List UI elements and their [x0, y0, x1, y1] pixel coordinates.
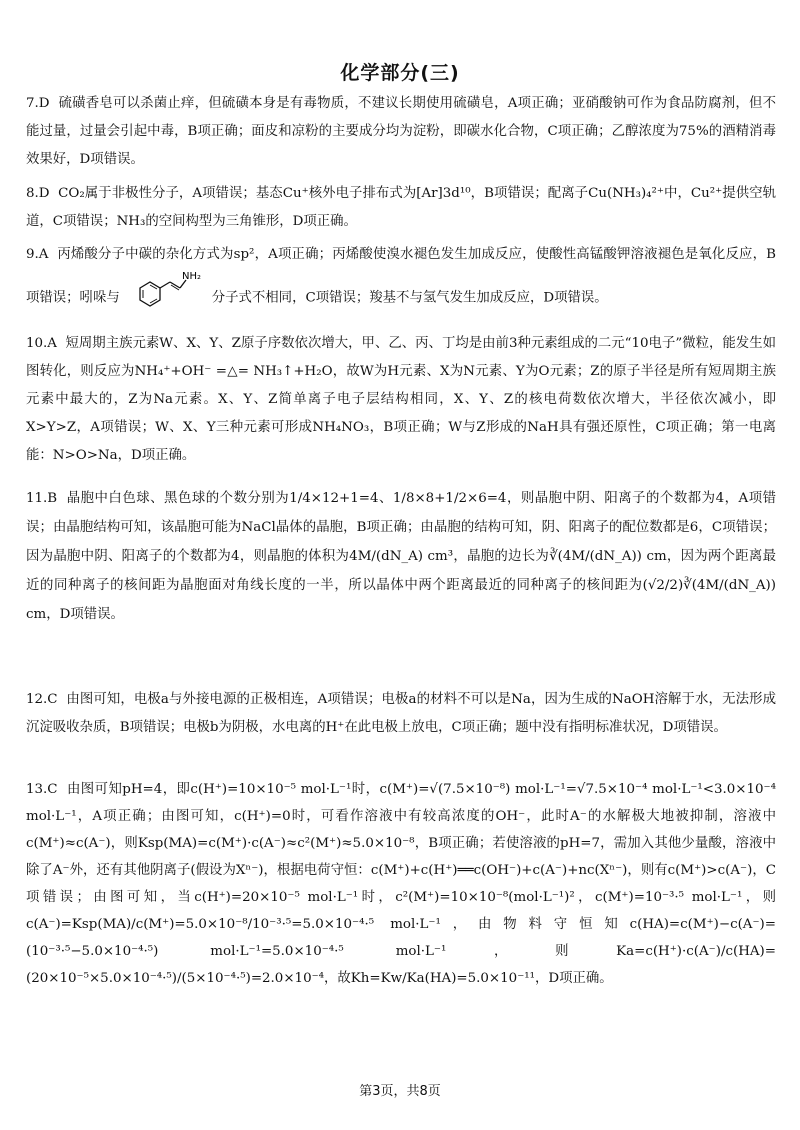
page-footer: 第3页，共8页 [359, 1084, 441, 1099]
question-number: 7. [26, 96, 39, 111]
question-12 [26, 686, 776, 742]
question-explanation: 晶胞中白色球、黑色球的个数分别为1/4×12+1=4、1/8×8+1/2×6=4，则晶胞中阴、阳离子的个数都为4，A项错误；由晶胞结构可知，该晶胞可能为NaCl晶体的晶胞，B项正确；由晶胞的结构可知，阴、阳离子的配位数都是6，C项错误；因为晶胞中阴、阳离子的个数都为4，则晶胞的体积为4M/(dN_A) cm³，晶胞的边长为∛(4M/(dN_A)) cm，因为两个距离最近的同种离子的核间距为晶胞面对角线长度的一半，所以晶体中两个距离最近的同种离子的核间距为(√2/2)∛(4M/(dN_A)) cm，D项错误。 [26, 491, 776, 622]
question-number: 11. [26, 491, 48, 506]
question-answer: C [47, 782, 58, 797]
question-explanation: 由图可知，电极a与外接电源的正极相连，A项错误；电极a的材料不可以是Na，因为生成的NaOH溶解于水，无法形成沉淀吸收杂质，B项错误；电极b为阴极，水电离的H⁺在此电极上放电，C项正确；题中没有指明标准状况，D项错误。 [26, 692, 776, 735]
question-11 [26, 484, 776, 629]
question-answer: A [47, 336, 57, 351]
question-explanation: 硫磺香皂可以杀菌止痒，但硫磺本身是有毒物质，不建议长期使用硫磺皂，A项正确；亚硝酸钠可作为食品防腐剂，但不能过量，过量会引起中毒，B项正确；面皮和凉粉的主要成分均为淀粉，即碳水化合物，C项正确；乙醇浓度为75%的酒精消毒效果好，D项错误。 [26, 96, 777, 167]
question-number: 8. [26, 186, 39, 201]
amine-group-label: NH₂ [181, 271, 201, 282]
question-answer: D [38, 186, 50, 201]
question-number: 9. [26, 247, 39, 262]
question-explanation: CO₂属于非极性分子，A项错误；基态Cu⁺核外电子排布式为[Ar]3d¹⁰，B项错误；配离子Cu(NH₃)₄²⁺中，Cu²⁺提供空轨道，C项错误；NH₃的空间构型为三角锥形，D项正确。 [26, 186, 777, 229]
question-10 [26, 330, 776, 470]
question-explanation: 短周期主族元素W、X、Y、Z原子序数依次增大，甲、乙、丙、丁均是由前3种元素组成的二元“10电子”微粒，能发生如图转化，则反应为NH₄⁺+OH⁻ =△= NH₃↑+H₂O，故W为H元素、X为N元素、Y为O元素；Z的原子半径是所有短周期主族元素中最大的，Z为Na元素。X、Y、Z简单离子电子层结构相同，X、Y、Z的核电荷数依次增大，半径依次减小，即X>Y>Z，A项错误；W、X、Y三种元素可形成NH₄NO₃，B项正确；W与Z形成的NaH具有强还原性，C项正确；第一电离能：N>O>Na，D项正确。 [26, 336, 776, 463]
question-8 [26, 180, 776, 236]
question-answer: B [47, 491, 58, 506]
question-9 [26, 240, 776, 326]
question-explanation-part1: 丙烯酸分子中碳的杂化方式为sp²，A项正确；丙烯酸使溴水褪色发生加成反应，使酸性高锰酸钾溶液褪色是氧化反应，B项错误；吲哚与 [26, 247, 776, 306]
question-explanation-part2: 分子式不相同，C项错误；羧基不与氢气发生加成反应，D项错误。 [211, 290, 608, 306]
question-answer: C [47, 692, 58, 707]
styrylamine-structure-icon [126, 270, 206, 326]
question-7 [26, 90, 776, 174]
page-title: 化学部分(三) [340, 62, 460, 84]
question-explanation: 由图可知pH=4，即c(H⁺)=10×10⁻⁵ mol·L⁻¹时，c(M⁺)=√(7.5×10⁻⁸) mol·L⁻¹=√7.5×10⁻⁴ mol·L⁻¹<3.0×10⁻⁴ mol·L⁻¹，A项正确；由图可知，c(H⁺)=0时，可看作溶液中有较高浓度的OH⁻，此时A⁻的水解极大地被抑制，溶液中c(M⁺)≈c(A⁻)，则Ksp(MA)=c(M⁺)·c(A⁻)≈c²(M⁺)≈5.0×10⁻⁸，B项正确；若使溶液的pH=7，需加入其他少量酸，溶液中除了A⁻外，还有其他阴离子(假设为Xⁿ⁻)，根据电荷守恒：c(M⁺)+c(H⁺)══c(OH⁻)+c(A⁻)+nc(Xⁿ⁻)，则有c(M⁺)>c(A⁻)，C项错误；由图可知，当c(H⁺)=20×10⁻⁵ mol·L⁻¹时，c²(M⁺)=10×10⁻⁸(mol·L⁻¹)²，c(M⁺)=10⁻³·⁵ mol·L⁻¹，则c(A⁻)=Ksp(MA)/c(M⁺)=5.0×10⁻⁸/10⁻³·⁵=5.0×10⁻⁴·⁵ mol·L⁻¹，由物料守恒知c(HA)=c(M⁺)−c(A⁻)=(10⁻³·⁵−5.0×10⁻⁴·⁵) mol·L⁻¹=5.0×10⁻⁴·⁵ mol·L⁻¹，则Ka=c(H⁺)·c(A⁻)/c(HA)=(20×10⁻⁵×5.0×10⁻⁴·⁵)/(5×10⁻⁴·⁵)=2.0×10⁻⁴，故Kh=Kw/Ka(HA)=5.0×10⁻¹¹，D项正确。 [26, 782, 776, 986]
question-number: 10. [26, 336, 48, 351]
question-number: 13. [26, 782, 48, 797]
question-answer: A [38, 247, 49, 262]
question-answer: D [38, 96, 50, 111]
question-number: 12. [26, 692, 48, 707]
question-13 [26, 776, 776, 992]
